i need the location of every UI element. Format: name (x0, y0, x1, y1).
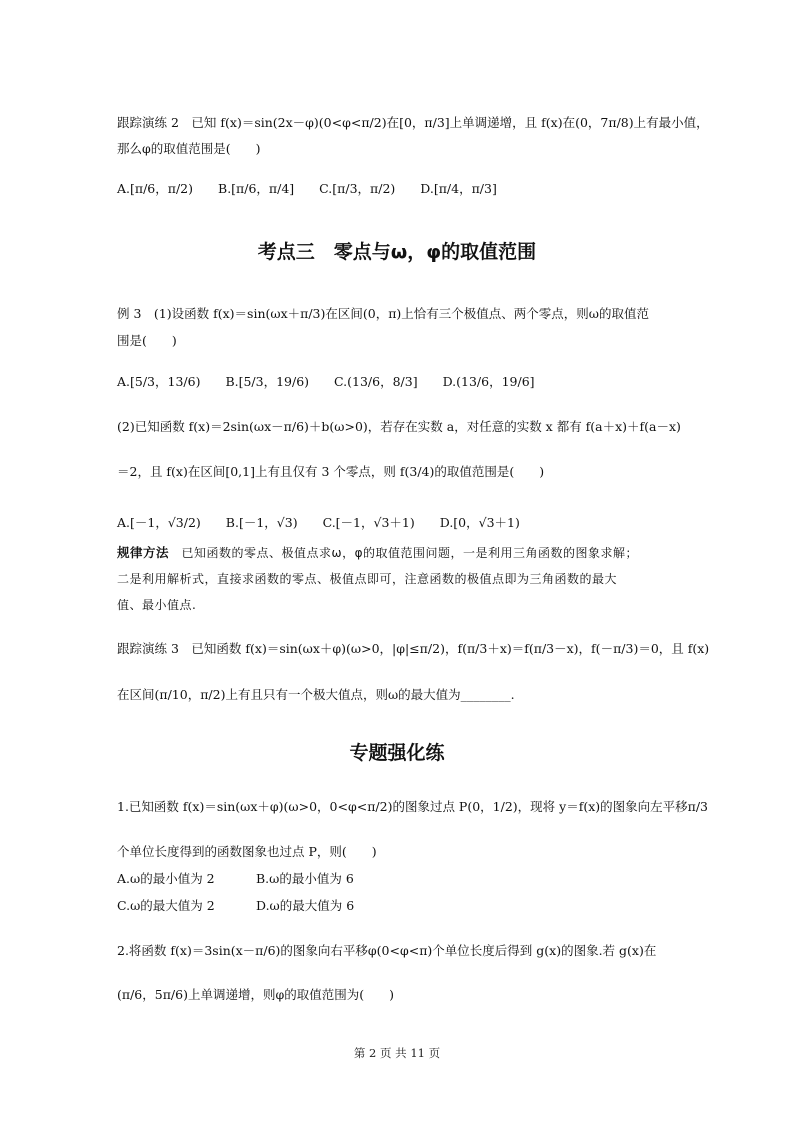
example3-p1-line2: 围是( ) (117, 333, 177, 348)
method-line1 (117, 544, 638, 562)
section3-title: 考点三 零点与ω，φ的取值范围 (257, 241, 537, 263)
method-text1: 已知函数的零点、极值点求ω，φ的取值范围问题，一是利用三角函数的图象求解； (169, 546, 638, 560)
example3-p1-options: A.[5/3，13/6) B.[5/3，19/6) C.(13/6，8/3] D.(13/6，19/6] (117, 374, 535, 389)
q1-option-c: C.ω的最大值为 2 (117, 898, 215, 913)
method-line2: 二是利用解析式，直接求函数的零点、极值点即可，注意函数的极值点即为三角函数的最大 (117, 572, 618, 586)
q1-option-b: B.ω的最小值为 6 (256, 871, 354, 886)
trace3-line2: 在区间(π/10，π/2)上有且只有一个极大值点，则ω的最大值为________. (117, 687, 515, 702)
method-line3: 值、最小值点. (117, 598, 197, 612)
example3-p2-options: A.[－1，√3/2) B.[－1，√3) C.[－1，√3＋1) D.[0，√3＋1) (117, 515, 520, 530)
drill-section-title: 专题强化练 (349, 742, 445, 764)
q1-line2: 个单位长度得到的函数图象也过点 P，则( ) (117, 844, 377, 859)
example3-p2-line1: (2)已知函数 f(x)＝2sin(ωx－π/6)＋b(ω>0)，若存在实数 a，对任意的实数 x 都有 f(a＋x)＋f(a－x) (117, 419, 681, 434)
method-label: 规律方法 (117, 545, 170, 560)
trace2-options: A.[π/6，π/2) B.[π/6，π/4] C.[π/3，π/2) D.[π/4，π/3] (117, 181, 497, 196)
trace2-line2: 那么φ的取值范围是( ) (117, 141, 261, 156)
q1-option-d: D.ω的最大值为 6 (256, 898, 355, 913)
q2-line2: (π/6，5π/6)上单调递增，则φ的取值范围为( ) (117, 987, 394, 1002)
trace3-line1: 跟踪演练 3 已知函数 f(x)＝sin(ωx＋φ)(ω>0，|φ|≤π/2)，f(π/3＋x)＝f(π/3－x)，f(－π/3)＝0，且 f(x) (117, 641, 710, 656)
trace2-line1: 跟踪演练 2 已知 f(x)＝sin(2x－φ)(0<φ<π/2)在[0，π/3]上单调递增，且 f(x)在(0，7π/8)上有最小值， (117, 115, 709, 130)
q1-option-a: A.ω的最小值为 2 (117, 871, 215, 886)
q2-line1: 2.将函数 f(x)＝3sin(x－π/6)的图象向右平移φ(0<φ<π)个单位长度后得到 g(x)的图象.若 g(x)在 (117, 943, 657, 958)
example3-p2-line2: ＝2，且 f(x)在区间[0,1]上有且仅有 3 个零点，则 f(3/4)的取值范围是( ) (117, 464, 545, 479)
page-footer: 第 2 页 共 11 页 (353, 1046, 441, 1060)
example3-p1-line1: 例 3 (1)设函数 f(x)＝sin(ωx＋π/3)在区间(0，π)上恰有三个极值点、两个零点，则ω的取值范 (117, 306, 649, 321)
q1-line1: 1.已知函数 f(x)＝sin(ωx＋φ)(ω>0，0<φ<π/2)的图象过点 P(0，1/2)，现将 y＝f(x)的图象向左平移π/3 (117, 799, 708, 814)
